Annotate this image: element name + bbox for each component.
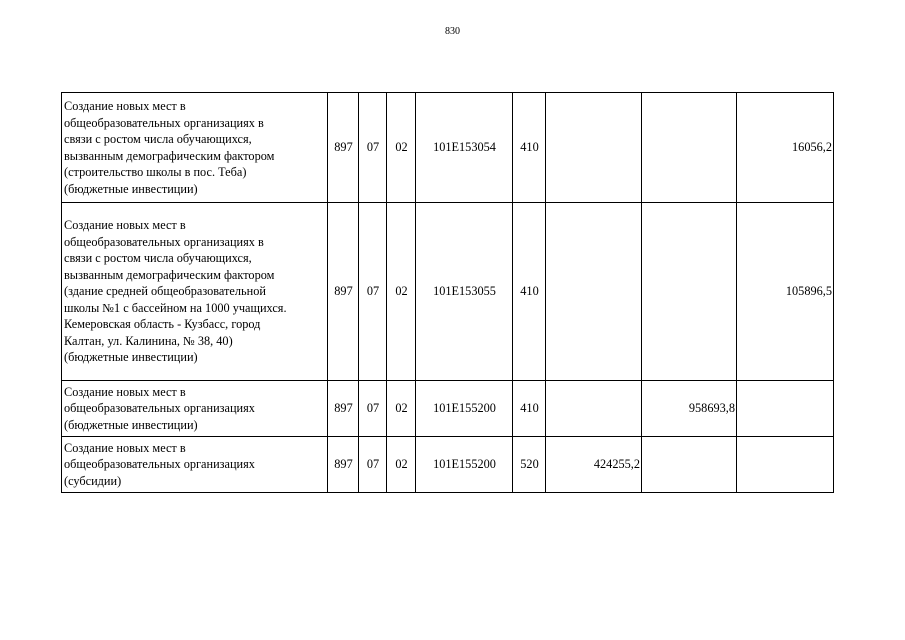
amount-1-cell (546, 381, 642, 437)
amount-3-cell (737, 381, 834, 437)
amount-3-cell: 16056,2 (737, 93, 834, 203)
target-article-cell: 101E155200 (416, 437, 513, 493)
expense-name-cell (62, 437, 328, 493)
expense-name-line: Создание новых мест в (64, 440, 186, 455)
ministry-code-cell: 897 (328, 437, 359, 493)
amount-1-cell (546, 203, 642, 381)
expense-name-cell (62, 381, 328, 437)
table-row (62, 203, 834, 381)
expense-name-line: Калтан, ул. Калинина, № 38, 40) (64, 333, 233, 348)
section-code-cell: 07 (359, 203, 387, 381)
expense-name-line: связи с ростом числа обучающихся, (64, 251, 252, 266)
expense-name-line: Кемеровская область - Кузбасс, город (64, 317, 261, 332)
expense-name-line: общеобразовательных организациях (64, 457, 255, 472)
amount-1-cell: 424255,2 (546, 437, 642, 493)
expense-name-line: вызванным демографическим фактором (64, 148, 275, 163)
expense-name-line: вызванным демографическим фактором (64, 267, 275, 282)
page-number: 830 (445, 26, 460, 37)
expense-type-cell: 520 (513, 437, 546, 493)
expense-name-line: общеобразовательных организациях (64, 401, 255, 416)
amount-2-cell (642, 437, 737, 493)
expense-name-line: общеобразовательных организациях в (64, 234, 264, 249)
expense-name-line: Создание новых мест в (64, 99, 186, 113)
expense-name-line: школы №1 с бассейном на 1000 учащихся. (64, 300, 287, 315)
amount-2-cell (642, 203, 737, 381)
expense-type-cell: 410 (513, 203, 546, 381)
section-code-cell: 07 (359, 381, 387, 437)
target-article-cell: 101E155200 (416, 381, 513, 437)
expense-name-line: (бюджетные инвестиции) (64, 417, 198, 432)
amount-3-cell (737, 437, 834, 493)
subsection-code-cell: 02 (387, 381, 416, 437)
ministry-code-cell: 897 (328, 93, 359, 203)
expense-name-line: Создание новых мест в (64, 384, 186, 399)
expense-name-line: Создание новых мест в (64, 218, 186, 233)
amount-3-cell: 105896,5 (737, 203, 834, 381)
subsection-code-cell: 02 (387, 437, 416, 493)
amount-1-cell (546, 93, 642, 203)
expense-type-cell: 410 (513, 93, 546, 203)
expense-name-line: (бюджетные инвестиции) (64, 350, 198, 365)
subsection-code-cell: 02 (387, 203, 416, 381)
expense-name-line: (бюджетные инвестиции) (64, 181, 198, 196)
target-article-cell: 101E153054 (416, 93, 513, 203)
amount-2-cell (642, 93, 737, 203)
table-row (62, 437, 834, 493)
target-article-cell: 101E153055 (416, 203, 513, 381)
expense-name-line: (здание средней общеобразовательной (64, 284, 266, 299)
amount-2-cell: 958693,8 (642, 381, 737, 437)
section-code-cell: 07 (359, 437, 387, 493)
budget-table (61, 92, 834, 493)
table-row (62, 93, 834, 203)
expense-name-cell (62, 93, 328, 203)
ministry-code-cell: 897 (328, 203, 359, 381)
section-code-cell: 07 (359, 93, 387, 203)
table-row (62, 381, 834, 437)
expense-name-line: (субсидии) (64, 473, 122, 488)
subsection-code-cell: 02 (387, 93, 416, 203)
expense-name-line: общеобразовательных организациях в (64, 115, 264, 130)
ministry-code-cell: 897 (328, 381, 359, 437)
expense-name-cell (62, 203, 328, 381)
expense-name-line: (строительство школы в пос. Теба) (64, 165, 247, 179)
expense-name-line: связи с ростом числа обучающихся, (64, 132, 252, 146)
expense-type-cell: 410 (513, 381, 546, 437)
